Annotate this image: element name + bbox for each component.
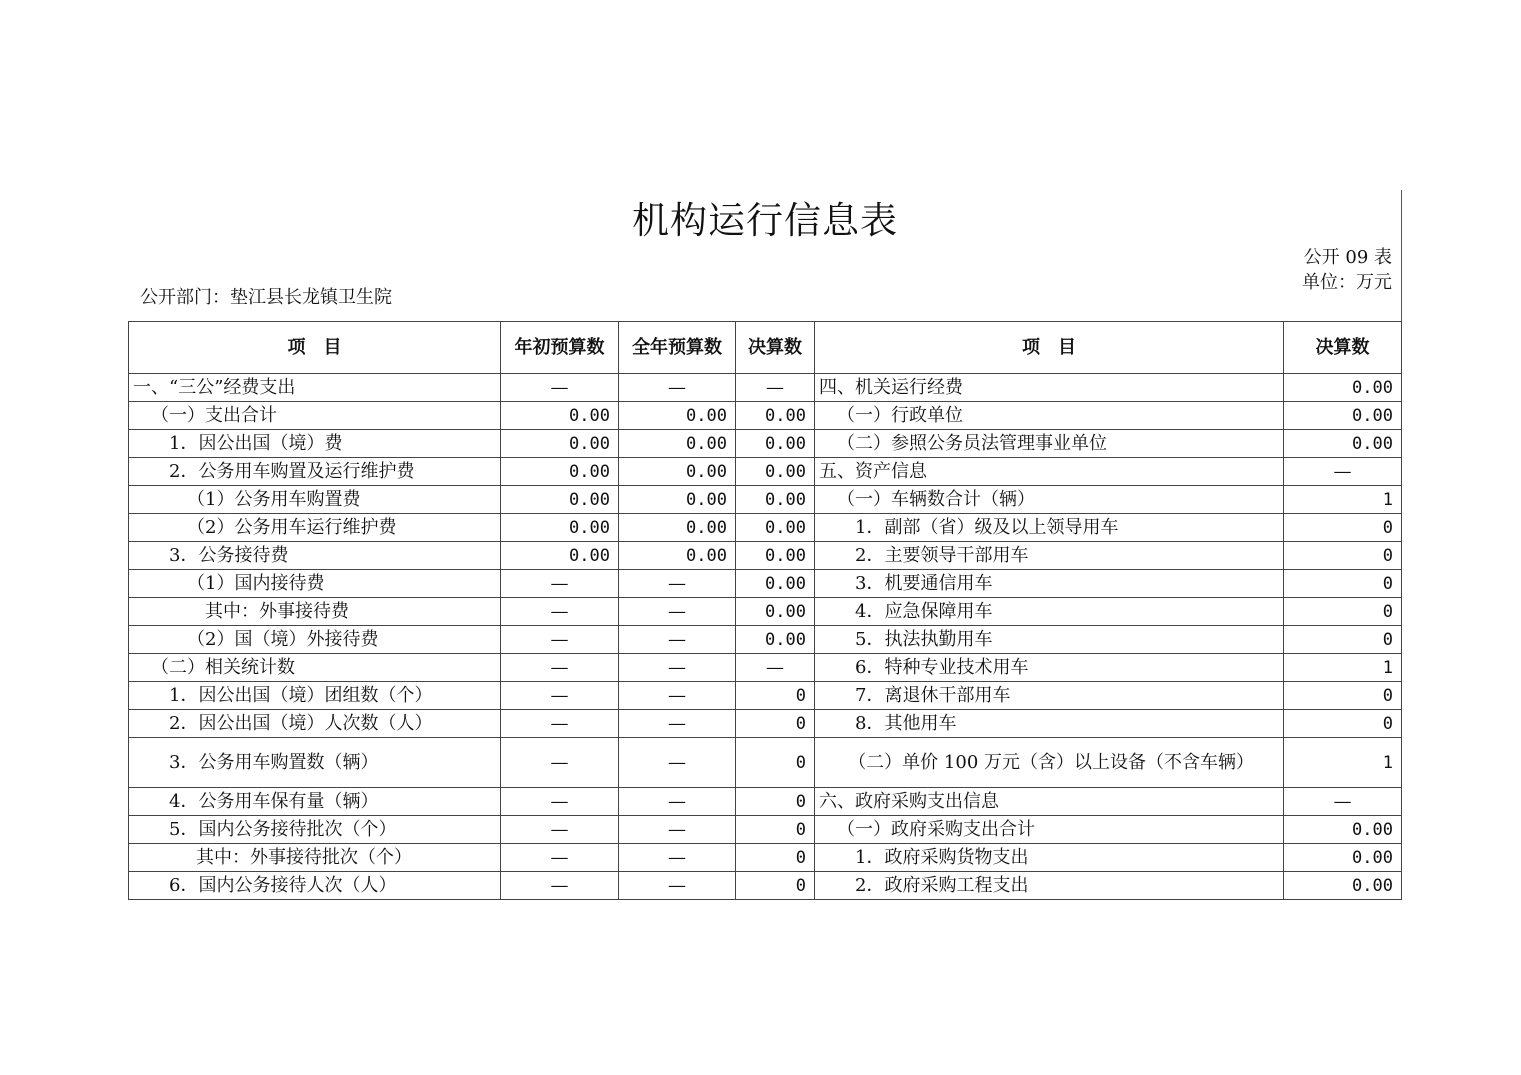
final-amount-cell: 0 [736, 682, 815, 710]
annual-budget-cell: — [619, 374, 736, 402]
annual-budget-cell: 0.00 [619, 402, 736, 430]
left-item-cell: 5．国内公务接待批次（个） [129, 816, 501, 844]
final-amount-cell: 0.00 [736, 542, 815, 570]
right-item-cell: 1．政府采购货物支出 [815, 844, 1284, 872]
header-annual-budget: 全年预算数 [619, 322, 736, 374]
right-item-cell: （一）车辆数合计（辆） [815, 486, 1284, 514]
final-amount-cell: 0 [736, 872, 815, 900]
department-label: 公开部门：垫江县长龙镇卫生院 [140, 287, 392, 308]
right-amount-cell: 0.00 [1284, 402, 1402, 430]
table-row [129, 570, 1402, 598]
right-item-cell: 五、资产信息 [815, 458, 1284, 486]
table-row [129, 514, 1402, 542]
left-item-cell: （1）国内接待费 [129, 570, 501, 598]
final-amount-cell: 0.00 [736, 626, 815, 654]
right-amount-cell: 0 [1284, 710, 1402, 738]
left-item-cell: 其中：外事接待费 [129, 598, 501, 626]
right-item-cell: 3．机要通信用车 [815, 570, 1284, 598]
left-item-cell: 1．因公出国（境）团组数（个） [129, 682, 501, 710]
right-amount-cell: — [1284, 458, 1402, 486]
initial-budget-cell: — [501, 710, 619, 738]
header-initial-budget: 年初预算数 [501, 322, 619, 374]
annual-budget-cell: — [619, 626, 736, 654]
annual-budget-cell: — [619, 598, 736, 626]
right-amount-cell: 0 [1284, 570, 1402, 598]
initial-budget-cell: 0.00 [501, 430, 619, 458]
header-final-right: 决算数 [1284, 322, 1402, 374]
initial-budget-cell: — [501, 374, 619, 402]
initial-budget-cell: — [501, 682, 619, 710]
table-row [129, 844, 1402, 872]
unit-label: 单位：万元 [1302, 272, 1392, 293]
table-row [129, 402, 1402, 430]
annual-budget-cell: 0.00 [619, 542, 736, 570]
left-item-cell: （1）公务用车购置费 [129, 486, 501, 514]
table-row [129, 654, 1402, 682]
final-amount-cell: 0 [736, 788, 815, 816]
final-amount-cell: 0.00 [736, 458, 815, 486]
table-row [129, 872, 1402, 900]
right-amount-cell: 0.00 [1284, 844, 1402, 872]
initial-budget-cell: 0.00 [501, 458, 619, 486]
final-amount-cell: 0 [736, 816, 815, 844]
right-amount-cell: 0 [1284, 598, 1402, 626]
right-amount-cell: 0 [1284, 626, 1402, 654]
final-amount-cell: 0 [736, 710, 815, 738]
right-item-cell: 6．特种专业技术用车 [815, 654, 1284, 682]
left-item-cell: （2）公务用车运行维护费 [129, 514, 501, 542]
right-item-cell: （一）政府采购支出合计 [815, 816, 1284, 844]
left-item-cell: 3．公务用车购置数（辆） [129, 738, 501, 788]
initial-budget-cell: — [501, 872, 619, 900]
left-item-cell: 6．国内公务接待人次（人） [129, 872, 501, 900]
final-amount-cell: — [736, 374, 815, 402]
right-item-cell: 1．副部（省）级及以上领导用车 [815, 514, 1284, 542]
initial-budget-cell: — [501, 788, 619, 816]
annual-budget-cell: 0.00 [619, 458, 736, 486]
annual-budget-cell: — [619, 738, 736, 788]
left-item-cell: 2．公务用车购置及运行维护费 [129, 458, 501, 486]
right-item-cell: （一）行政单位 [815, 402, 1284, 430]
right-amount-cell: 0.00 [1284, 374, 1402, 402]
initial-budget-cell: — [501, 570, 619, 598]
table-header-row [129, 322, 1402, 374]
header-final-left: 决算数 [736, 322, 815, 374]
right-item-cell: 4．应急保障用车 [815, 598, 1284, 626]
page-title: 机构运行信息表 [632, 199, 898, 242]
table-row [129, 486, 1402, 514]
left-item-cell: 1．因公出国（境）费 [129, 430, 501, 458]
initial-budget-cell: — [501, 844, 619, 872]
final-amount-cell: 0 [736, 844, 815, 872]
initial-budget-cell: — [501, 654, 619, 682]
table-row [129, 710, 1402, 738]
left-item-cell: 2．因公出国（境）人次数（人） [129, 710, 501, 738]
info-table [128, 321, 1402, 900]
left-item-cell: 一、“三公”经费支出 [129, 374, 501, 402]
table-row [129, 374, 1402, 402]
table-row [129, 458, 1402, 486]
final-amount-cell: 0 [736, 738, 815, 788]
table-row [129, 738, 1402, 788]
final-amount-cell: 0.00 [736, 570, 815, 598]
right-amount-cell: 0 [1284, 542, 1402, 570]
right-item-cell: （二）参照公务员法管理事业单位 [815, 430, 1284, 458]
final-amount-cell: 0.00 [736, 402, 815, 430]
header-item-left: 项 目 [129, 322, 501, 374]
header-item-right: 项 目 [815, 322, 1284, 374]
left-item-cell: 3．公务接待费 [129, 542, 501, 570]
left-item-cell: 4．公务用车保有量（辆） [129, 788, 501, 816]
annual-budget-cell: — [619, 710, 736, 738]
annual-budget-cell: — [619, 816, 736, 844]
final-amount-cell: 0.00 [736, 486, 815, 514]
table-row [129, 598, 1402, 626]
initial-budget-cell: 0.00 [501, 514, 619, 542]
form-number: 公开 09 表 [1303, 247, 1392, 268]
right-amount-cell: 0.00 [1284, 872, 1402, 900]
annual-budget-cell: — [619, 682, 736, 710]
initial-budget-cell: 0.00 [501, 402, 619, 430]
annual-budget-cell: — [619, 654, 736, 682]
initial-budget-cell: — [501, 738, 619, 788]
initial-budget-cell: — [501, 598, 619, 626]
right-amount-cell: 1 [1284, 738, 1402, 788]
right-item-cell: 5．执法执勤用车 [815, 626, 1284, 654]
initial-budget-cell: 0.00 [501, 542, 619, 570]
right-item-cell: 六、政府采购支出信息 [815, 788, 1284, 816]
table-row [129, 816, 1402, 844]
final-amount-cell: 0.00 [736, 598, 815, 626]
right-amount-cell: 0 [1284, 514, 1402, 542]
right-amount-cell: — [1284, 788, 1402, 816]
right-amount-cell: 1 [1284, 486, 1402, 514]
right-amount-cell: 0.00 [1284, 430, 1402, 458]
table-row [129, 542, 1402, 570]
final-amount-cell: — [736, 654, 815, 682]
final-amount-cell: 0.00 [736, 514, 815, 542]
left-item-cell: （一）支出合计 [129, 402, 501, 430]
final-amount-cell: 0.00 [736, 430, 815, 458]
right-amount-cell: 1 [1284, 654, 1402, 682]
annual-budget-cell: 0.00 [619, 514, 736, 542]
right-item-cell: 2．政府采购工程支出 [815, 872, 1284, 900]
table-row [129, 788, 1402, 816]
right-item-cell: 四、机关运行经费 [815, 374, 1284, 402]
left-item-cell: （二）相关统计数 [129, 654, 501, 682]
initial-budget-cell: 0.00 [501, 486, 619, 514]
annual-budget-cell: — [619, 844, 736, 872]
annual-budget-cell: — [619, 570, 736, 598]
right-item-cell: （二）单价 100 万元（含）以上设备（不含车辆） [815, 738, 1284, 788]
right-border-line [1401, 190, 1402, 322]
left-item-cell: 其中：外事接待批次（个） [129, 844, 501, 872]
initial-budget-cell: — [501, 626, 619, 654]
table-row [129, 626, 1402, 654]
annual-budget-cell: — [619, 872, 736, 900]
table-row [129, 682, 1402, 710]
initial-budget-cell: — [501, 816, 619, 844]
annual-budget-cell: 0.00 [619, 430, 736, 458]
right-amount-cell: 0.00 [1284, 816, 1402, 844]
left-item-cell: （2）国（境）外接待费 [129, 626, 501, 654]
annual-budget-cell: 0.00 [619, 486, 736, 514]
right-item-cell: 8．其他用车 [815, 710, 1284, 738]
annual-budget-cell: — [619, 788, 736, 816]
right-item-cell: 7．离退休干部用车 [815, 682, 1284, 710]
right-amount-cell: 0 [1284, 682, 1402, 710]
right-item-cell: 2．主要领导干部用车 [815, 542, 1284, 570]
table-row [129, 430, 1402, 458]
